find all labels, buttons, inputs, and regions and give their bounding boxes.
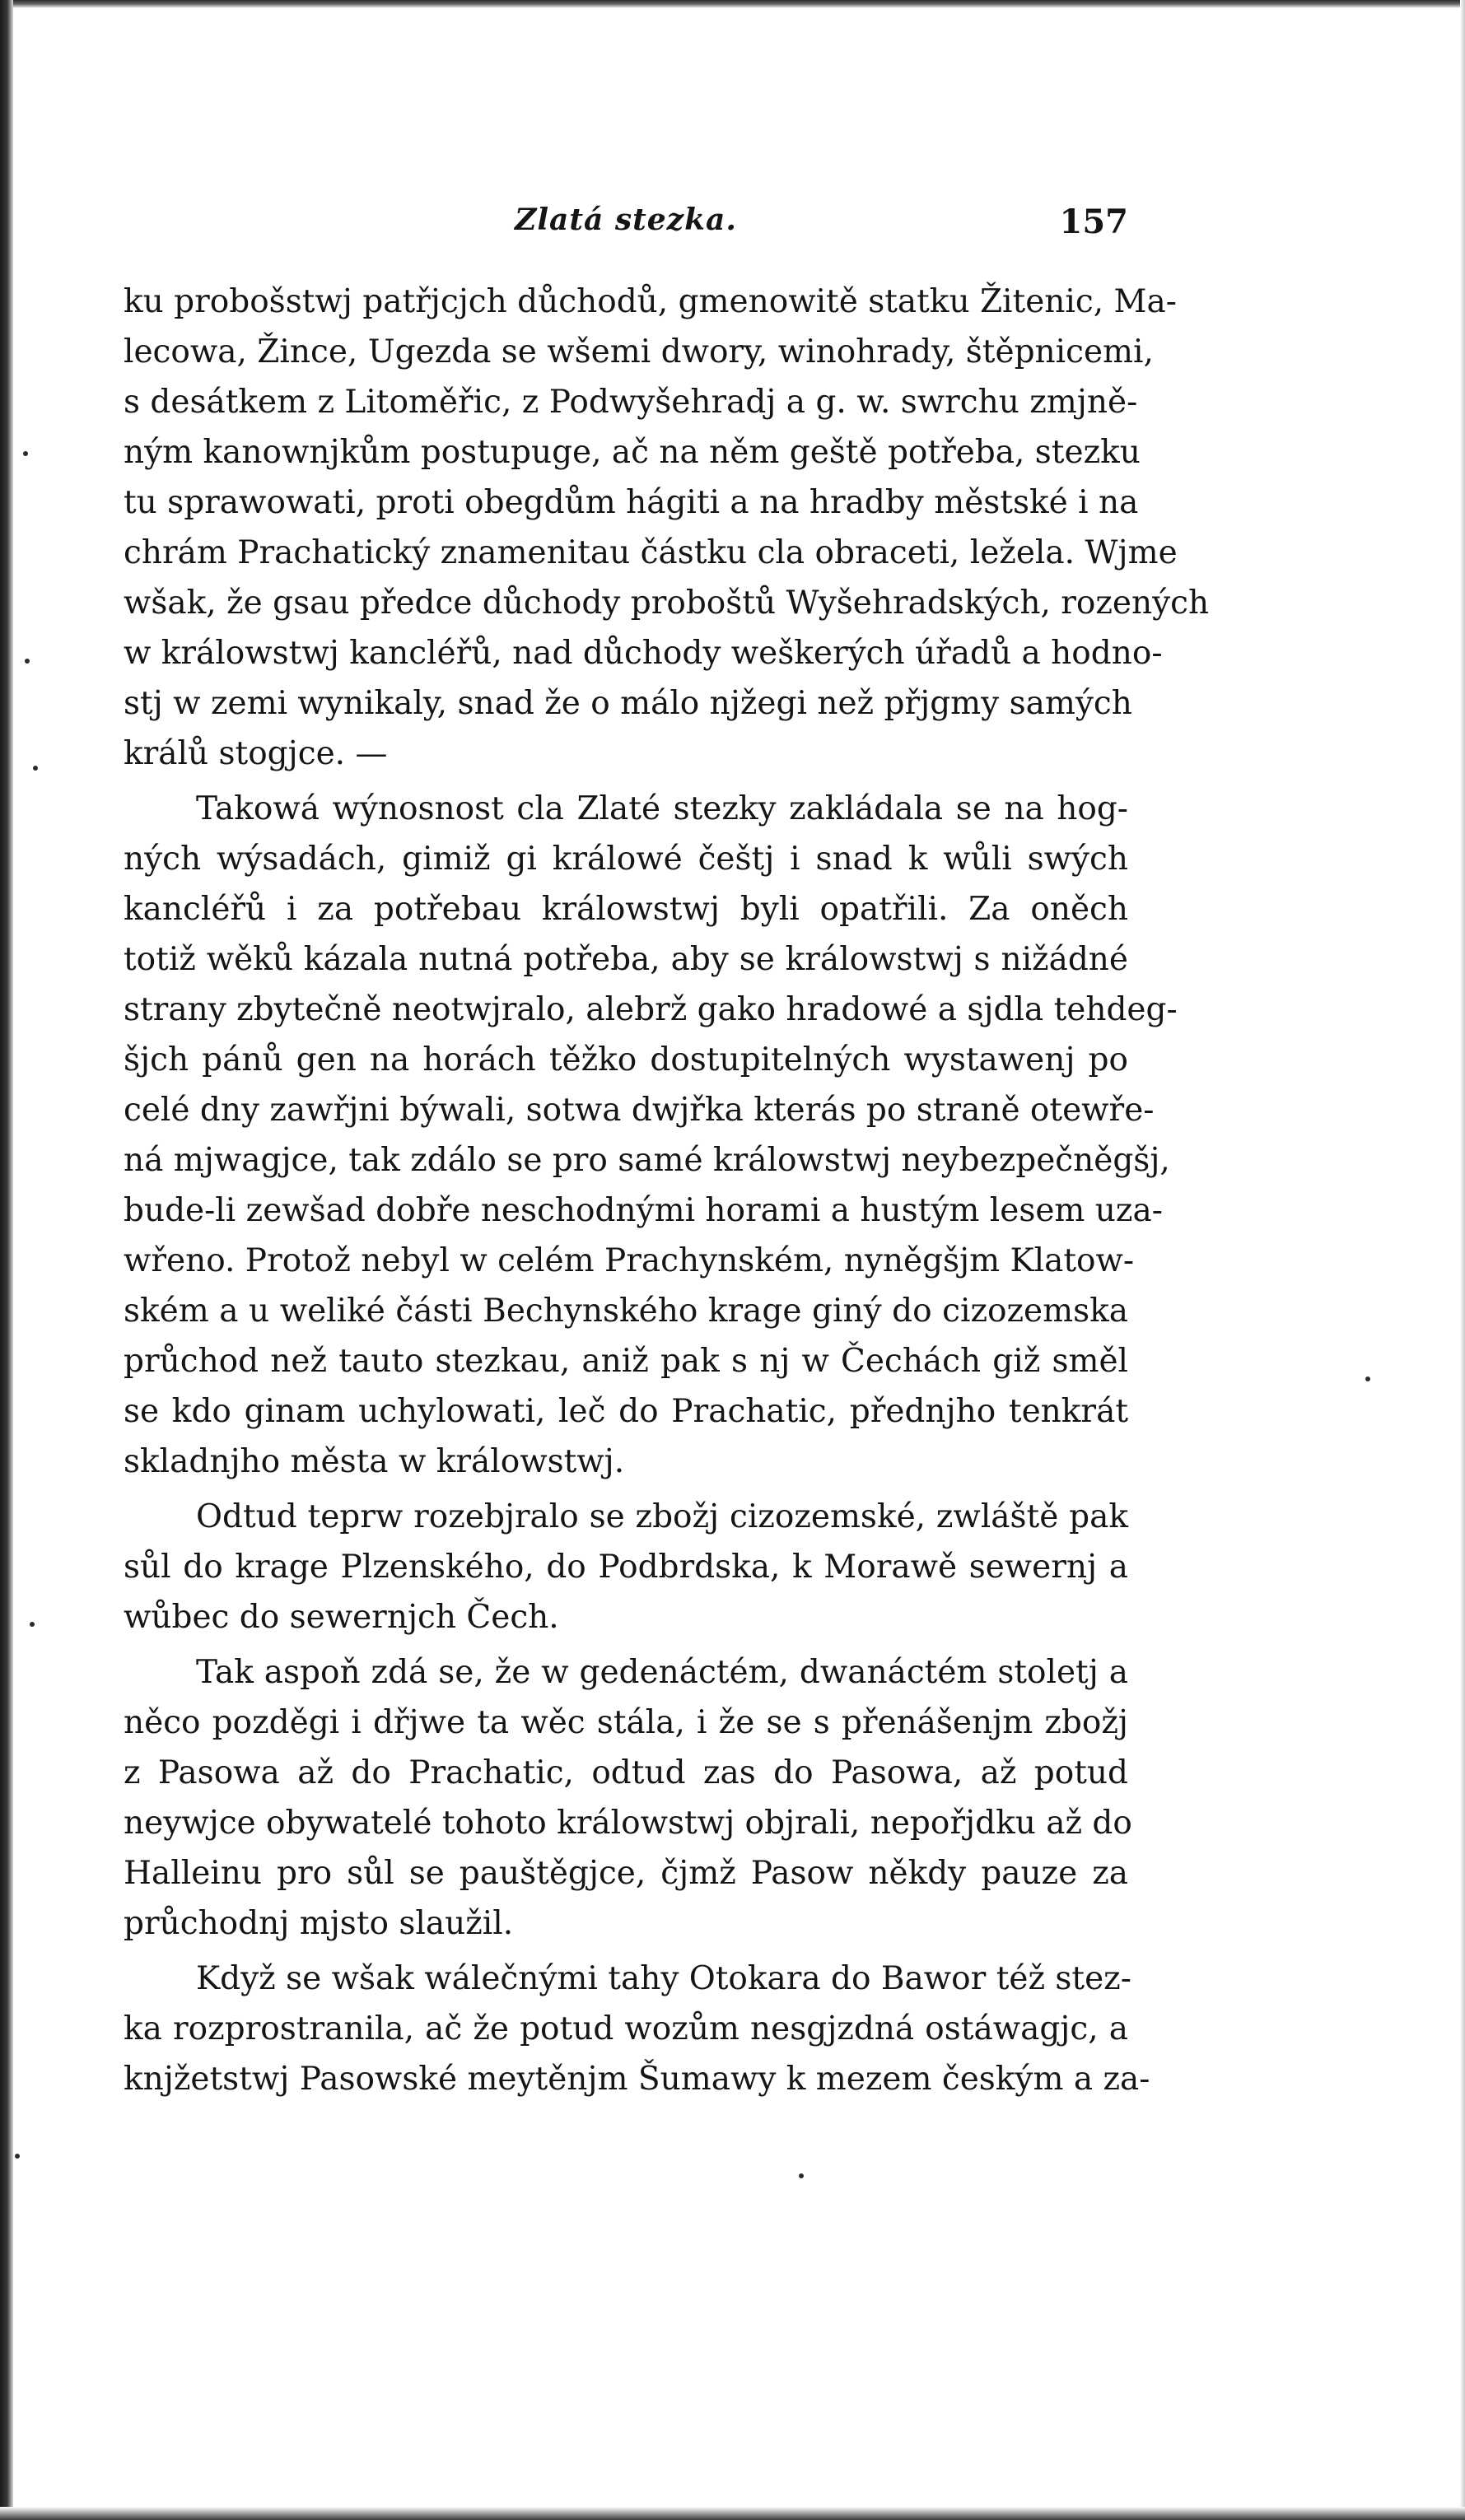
paragraph — [124, 784, 1178, 1487]
text-line: Halleinu pro sůl se pauštěgjce, čjmž Pasow někdy pauze za — [124, 1855, 1128, 1892]
text-line: stj w zemi wynikaly, snad že o málo njžegi než přjgmy samých — [124, 685, 1132, 722]
scan-speck — [15, 2154, 20, 2159]
scan-speck — [25, 659, 30, 664]
running-title: Zlatá stezka. — [515, 203, 737, 237]
scan-speck — [33, 766, 38, 771]
text-line: Když se wšak wálečnými tahy Otokara do Bawor též stez- — [196, 1960, 1131, 1997]
text-line: z Pasowa až do Prachatic, odtud zas do Pasowa, až potud — [124, 1754, 1128, 1791]
text-line: neywjce obywatelé tohoto králowstwj objrali, nepořjdku až do — [124, 1805, 1132, 1842]
text-line: šjch pánů gen na horách těžko dostupitelných wystawenj po — [124, 1041, 1128, 1078]
text-line: Tak aspoň zdá se, že w gedenáctém, dwanáctém stoletj a — [196, 1654, 1128, 1691]
text-line: ském a u weliké části Bechynského krage giný do cizozemska — [124, 1293, 1128, 1330]
text-line: wřeno. Protož nebyl w celém Prachynském, nyněgšjm Klatow- — [124, 1242, 1135, 1279]
scan-speck — [1365, 1376, 1370, 1381]
text-line: se kdo ginam uchylowati, leč do Prachatic, přednjho tenkrát — [124, 1393, 1128, 1430]
page-number: 157 — [1059, 203, 1128, 241]
text-line: tu sprawowati, proti obegdům hágiti a na hradby městské i na — [124, 484, 1139, 521]
text-line: sůl do krage Plzenského, do Podbrdska, k Morawě sewernj a — [124, 1549, 1128, 1586]
text-line: lecowa, Žince, Ugezda se wšemi dwory, winohrady, štěpnicemi, — [124, 333, 1154, 370]
paragraph — [124, 1492, 1128, 1642]
text-line: knjžetstwj Pasowské meytěnjm Šumawy k mezem českým a za- — [124, 2061, 1150, 2098]
scan-speck — [23, 451, 28, 456]
text-line: bude-li zewšad dobře neschodnými horami a hustým lesem uza- — [124, 1192, 1163, 1229]
text-line: wšak, že gsau předce důchody proboštů Wyšehradských, rozených — [124, 585, 1210, 622]
text-line: kancléřů i za potřebau králowstwj byli opatřili. Za oněch — [124, 891, 1128, 928]
text-line: wůbec do sewernjch Čech. — [124, 1599, 559, 1636]
text-line: něco pozděgi i dřjwe ta wěc stála, i že se s přenášenjm zbožj — [124, 1704, 1128, 1741]
paragraph — [124, 277, 1210, 779]
text-line: chrám Prachatický znamenitau částku cla obraceti, ležela. Wjme — [124, 534, 1178, 571]
scan-edge-bottom — [0, 2507, 1465, 2520]
paragraph — [124, 1954, 1150, 2104]
text-line: ná mjwagjce, tak zdálo se pro samé králowstwj neybezpečněgšj, — [124, 1142, 1170, 1179]
text-line: celé dny zawřjni býwali, sotwa dwjřka kterás po straně otewře- — [124, 1092, 1155, 1129]
text-line: strany zbytečně neotwjralo, alebrž gako hradowé a sjdla tehdeg- — [124, 991, 1178, 1028]
scan-edge-left — [0, 0, 13, 2520]
body-text — [124, 272, 1210, 2104]
text-line: ným kanownjkům postupuge, ač na něm geště potřeba, stezku — [124, 434, 1141, 471]
text-line: ka rozprostranila, ač že potud wozům nesgjzdná ostáwagjc, a — [124, 2010, 1128, 2047]
text-line: ných wýsadách, gimiž gi králowé češtj i snad k wůli swých — [124, 841, 1128, 878]
text-line: průchod než tauto stezkau, aniž pak s nj w Čechách giž směl — [124, 1343, 1128, 1380]
scan-speck — [30, 1622, 35, 1627]
text-line: průchodnj mjsto slaužil. — [124, 1905, 514, 1942]
text-line: Takowá wýnosnost cla Zlaté stezky zakládala se na hog- — [196, 790, 1128, 827]
scan-edge-top — [0, 0, 1465, 8]
text-line: w králowstwj kancléřů, nad důchody weškerých úřadů a hodno- — [124, 635, 1163, 672]
text-line: totiž wěků kázala nutná potřeba, aby se králowstwj s nižádné — [124, 941, 1128, 978]
text-line: s desátkem z Litoměřic, z Podwyšehradj a g. w. swrchu zmjně- — [124, 384, 1138, 421]
text-line: ku probošstwj patřjcjch důchodů, gmenowitě statku Žitenic, Ma- — [124, 283, 1177, 320]
text-line: Odtud teprw rozebjralo se zbožj cizozemské, zwláště pak — [196, 1498, 1128, 1535]
paragraph — [124, 1647, 1132, 1949]
text-line: skladnjho města w králowstwj. — [124, 1443, 625, 1480]
scan-edge-right — [1460, 0, 1465, 2520]
page-header — [124, 196, 1128, 245]
text-line: králů stogjce. — — [124, 735, 388, 772]
scan-speck — [799, 2173, 804, 2178]
